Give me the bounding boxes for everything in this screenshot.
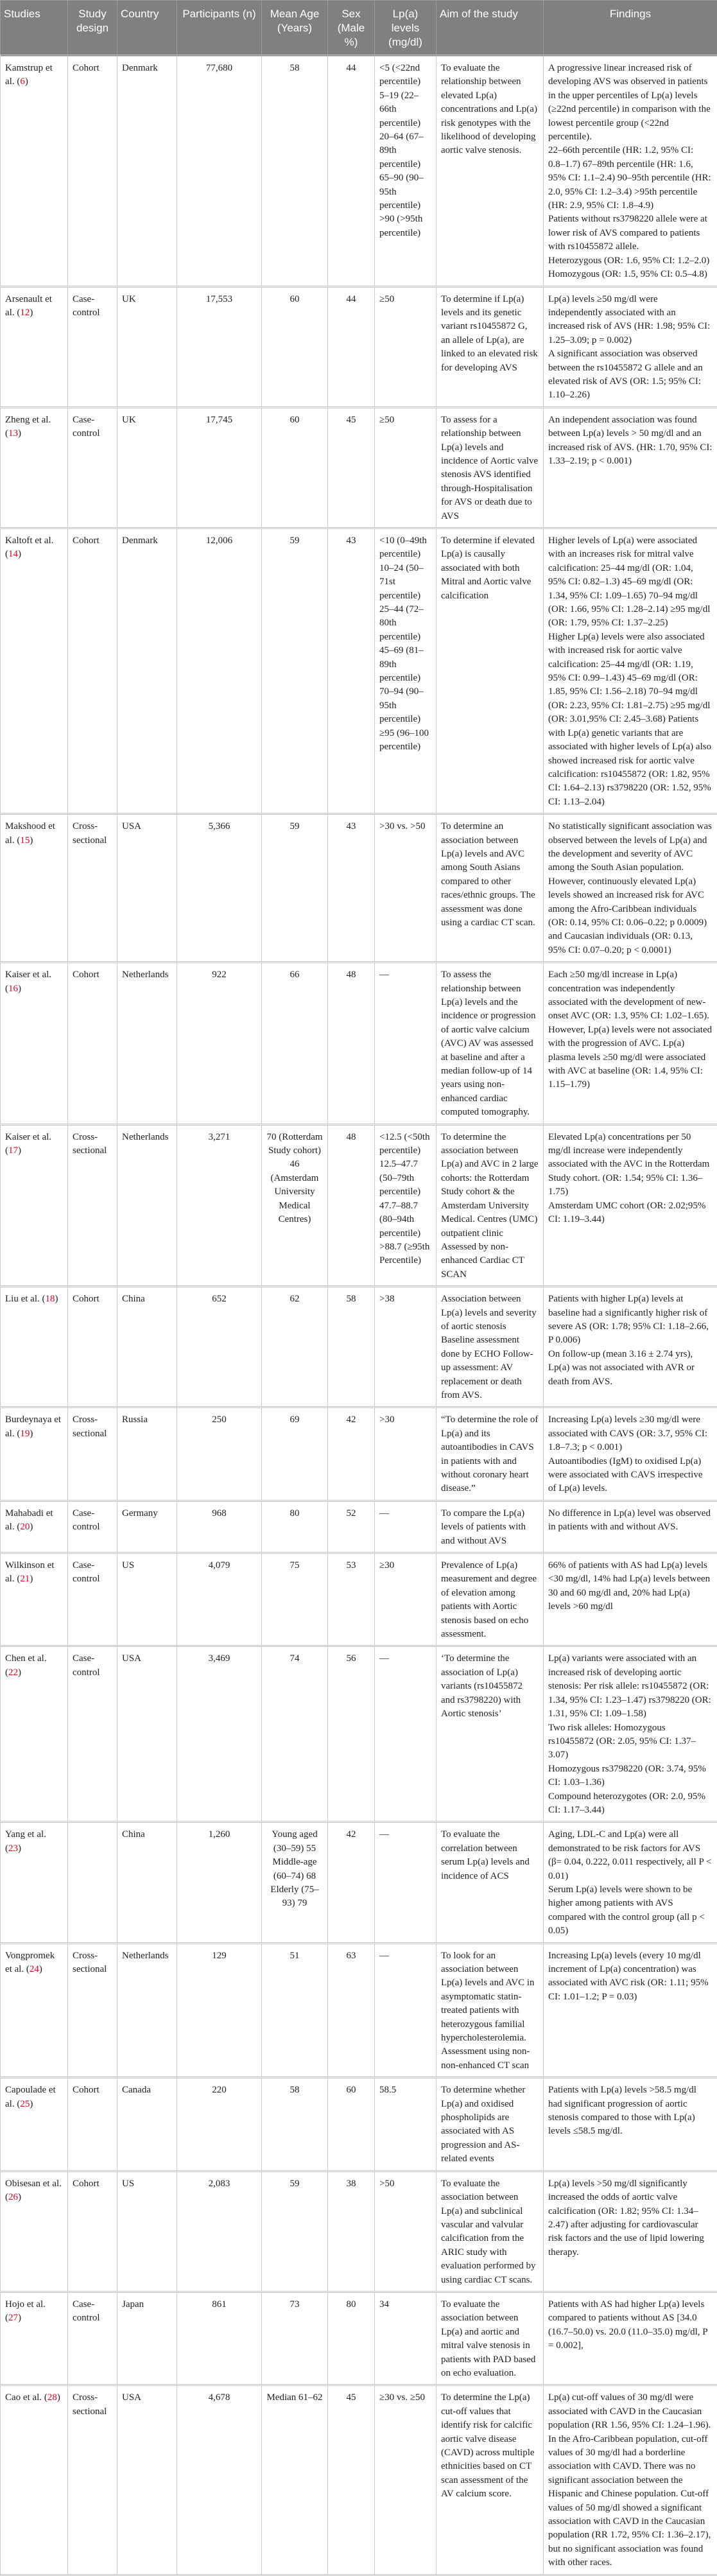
- table-row: [1, 1287, 717, 1407]
- study-design-cell: Cross-sectional: [68, 1124, 117, 1286]
- findings-cell: [544, 814, 717, 962]
- sex-cell: 43: [328, 814, 375, 962]
- aim-paragraph: To evaluate the association between Lp(a) and subclinical vascular and valvular calcification from the ARIC study with evaluation performed by using cardiac CT scans.: [441, 2177, 539, 2287]
- aim-cell: [436, 56, 544, 287]
- aim-cell: [436, 1501, 544, 1553]
- aim-paragraph: ‘To determine the association of Lp(a) variants (rs10455872 and rs3798220) with Aortic stenosis’: [441, 1652, 539, 1721]
- reference-link[interactable]: 26: [8, 2192, 18, 2202]
- study-design-cell: Cohort: [68, 1287, 117, 1407]
- reference-link[interactable]: 22: [8, 1667, 18, 1678]
- reference-link[interactable]: 13: [8, 428, 18, 439]
- sex-cell: 58: [328, 1287, 375, 1407]
- participants-cell: 3,469: [177, 1646, 262, 1822]
- findings-cell: [544, 528, 717, 814]
- mean-age-cell: 69: [262, 1407, 328, 1501]
- study-author: Obisesan et al.: [5, 2179, 62, 2189]
- findings-cell: [544, 1646, 717, 1822]
- findings-paragraph: Serum Lp(a) levels were shown to be higher among patients with AVS compared with the control group (all p < 0.05): [548, 1883, 713, 1938]
- study-design-cell: Case-control: [68, 286, 117, 407]
- study-author: Vongpromek et al.: [5, 1951, 55, 1974]
- aim-cell: [436, 1822, 544, 1943]
- header-mean-age: Mean Age (Years): [262, 1, 328, 56]
- reference-link[interactable]: 19: [20, 1429, 30, 1439]
- participants-cell: 3,271: [177, 1124, 262, 1286]
- aim-paragraph: To compare the Lp(a) levels of patients with and without AVS: [441, 1507, 539, 1548]
- sex-cell: 60: [328, 2078, 375, 2171]
- participants-cell: 1,260: [177, 1822, 262, 1943]
- table-row: [1, 1646, 717, 1822]
- findings-paragraph: Aging, LDL-C and Lp(a) were all demonstrated to be risk factors for AVS (β= 0.04, 0.222, 0.011 respectively, all P < 0.01): [548, 1828, 713, 1883]
- study-design-cell: Cross-sectional: [68, 1407, 117, 1501]
- mean-age-cell: 60: [262, 286, 328, 407]
- study-design-cell: Case-control: [68, 2292, 117, 2385]
- participants-cell: 77,680: [177, 56, 262, 287]
- table-row: [1, 56, 717, 287]
- table-row: [1, 2078, 717, 2171]
- findings-cell: [544, 1943, 717, 2078]
- country-cell: Russia: [117, 1407, 177, 1501]
- findings-paragraph: Lp(a) variants were associated with an increased risk of developing aortic stenosis: Per risk allele: rs10455872 (OR: 1.34, 95% CI: 1.23–1.47) rs3798220 (OR: 1.31, 95% CI: 1.09–1.58): [548, 1652, 713, 1721]
- findings-paragraph: An independent association was found between Lp(a) levels > 50 mg/dl and an increased risk of AVS. (HR: 1.70, 95% CI: 1.33–2.19; p < 0.001): [548, 413, 713, 469]
- participants-cell: 129: [177, 1943, 262, 2078]
- study-cell: Obisesan et al. (26): [1, 2171, 68, 2292]
- lpa-levels-cell: ≥50: [375, 286, 436, 407]
- reference-link[interactable]: 23: [8, 1843, 18, 1854]
- aim-cell: [436, 2171, 544, 2292]
- reference-link[interactable]: 12: [20, 308, 30, 318]
- mean-age-cell: 70 (Rotterdam Study cohort) 46 (Amsterdam University Medical Centres): [262, 1124, 328, 1286]
- header-findings: Findings: [544, 1, 717, 56]
- reference-link[interactable]: 15: [20, 835, 30, 846]
- study-cell: Yang et al. (23): [1, 1822, 68, 1943]
- aim-cell: [436, 2385, 544, 2575]
- sex-cell: 38: [328, 2171, 375, 2292]
- sex-cell: 42: [328, 1822, 375, 1943]
- study-design-cell: Case-control: [68, 1646, 117, 1822]
- sex-cell: 53: [328, 1553, 375, 1646]
- sex-cell: 42: [328, 1407, 375, 1501]
- aim-cell: [436, 1407, 544, 1501]
- reference-link[interactable]: 18: [45, 1294, 55, 1304]
- country-cell: USA: [117, 814, 177, 962]
- aim-paragraph: Baseline assessment done by ECHO Follow-up assessment: AV replacement or death from AVS.: [441, 1334, 539, 1402]
- country-cell: Denmark: [117, 528, 177, 814]
- table-row: [1, 407, 717, 528]
- study-design-cell: Cohort: [68, 2078, 117, 2171]
- study-design-cell: Cohort: [68, 2171, 117, 2292]
- findings-cell: [544, 2171, 717, 2292]
- lpa-levels-cell: >38: [375, 1287, 436, 1407]
- findings-cell: [544, 56, 717, 287]
- findings-paragraph: Patients without rs3798220 allele were at lower risk of AVS compared to patients with rs10455872 allele.: [548, 213, 713, 254]
- header-aim: Aim of the study: [436, 1, 544, 56]
- lpa-levels-cell: <10 (0–49th percentile) 10–24 (50–71st percentile) 25–44 (72–80th percentile) 45–69 (81–89th percentile) 70–94 (90–95th percentile) ≥95 (96–100 percentile): [375, 528, 436, 814]
- study-author: Yang et al.: [5, 1829, 46, 1840]
- study-cell: Kamstrup et al. (6): [1, 56, 68, 287]
- study-author: Capoulade et al.: [5, 2085, 56, 2109]
- findings-cell: [544, 1407, 717, 1501]
- study-cell: Mahabadi et al. (20): [1, 1501, 68, 1553]
- mean-age-cell: 74: [262, 1646, 328, 1822]
- table-row: [1, 2171, 717, 2292]
- participants-cell: 4,079: [177, 1553, 262, 1646]
- mean-age-cell: 62: [262, 1287, 328, 1407]
- aim-cell: [436, 2078, 544, 2171]
- country-cell: USA: [117, 1646, 177, 1822]
- table-row: [1, 1822, 717, 1943]
- country-cell: China: [117, 1822, 177, 1943]
- participants-cell: 968: [177, 1501, 262, 1553]
- reference-link[interactable]: 25: [20, 2099, 30, 2109]
- mean-age-cell: 66: [262, 962, 328, 1124]
- participants-cell: 17,745: [177, 407, 262, 528]
- sex-cell: 48: [328, 1124, 375, 1286]
- findings-paragraph: Lp(a) cut-off values of 30 mg/dl were associated with CAVD in the Caucasian population (RR 1.56, 95% CI: 1.24–1.96). In the Afro-Caribbean population, cut-off values of 30 mg/dl had a borderline association with CAVD. There was no significant association between the Hispanic and Chinese population. Cut-off values of 50 mg/dl showed a significant association with CAVD in the Caucasian population (RR 1.72, 95% CI: 1.36–2.17), but no significant association was found with other races.: [548, 2391, 713, 2570]
- participants-cell: 220: [177, 2078, 262, 2171]
- aim-paragraph: To determine if elevated Lp(a) is causally associated with both Mitral and Aortic valve calcification: [441, 534, 539, 603]
- findings-paragraph: However, continuously elevated Lp(a) levels showed an increased risk for AVC among the Afro-Caribbean individuals (OR: 0.14, 95% CI: 0.06–0.22; p 0.0009) and Caucasian individuals (OR: 0.13, 95% CI: 0.07–0.20; p < 0.0001): [548, 875, 713, 957]
- country-cell: China: [117, 1287, 177, 1407]
- study-author: Makshood et al.: [5, 821, 55, 845]
- findings-paragraph: Patients with AS had higher Lp(a) levels compared to patients without AS [34.0 (16.7–50.0) vs. 20.0 (11.0–35.0) mg/dl, P = 0.002],: [548, 2298, 713, 2353]
- sex-cell: 52: [328, 1501, 375, 1553]
- table-row: [1, 814, 717, 962]
- study-cell: Chen et al. (22): [1, 1646, 68, 1822]
- header-study-design: Study design: [68, 1, 117, 56]
- findings-paragraph: Patients with Lp(a) levels >58.5 mg/dl had significant progression of aortic stenosis compared to those with Lp(a) levels ≤58.5 mg/dl.: [548, 2084, 713, 2139]
- findings-paragraph: 66% of patients with AS had Lp(a) levels <30 mg/dl, 14% had Lp(a) levels between 30 and 60 mg/dl and, 20% had Lp(a) levels >60 mg/dl: [548, 1559, 713, 1614]
- country-cell: UK: [117, 286, 177, 407]
- study-author: Liu et al.: [5, 1294, 40, 1304]
- findings-cell: [544, 407, 717, 528]
- participants-cell: 17,553: [177, 286, 262, 407]
- aim-paragraph: To determine whether Lp(a) and oxidised phospholipids are associated with AS progression and AS-related events: [441, 2084, 539, 2166]
- study-cell: Burdeynaya et al. (19): [1, 1407, 68, 1501]
- lpa-levels-cell: —: [375, 1943, 436, 2078]
- study-author: Kaiser et al.: [5, 1132, 51, 1142]
- reference-link[interactable]: 17: [8, 1145, 18, 1156]
- findings-paragraph: A progressive linear increased risk of developing AVS was observed in patients in the upper percentiles of Lp(a) levels (≥22nd percentile) in comparison with the lowest percentile group (<22nd percentile).: [548, 62, 713, 144]
- lpa-levels-cell: ≥30: [375, 1553, 436, 1646]
- sex-cell: 44: [328, 286, 375, 407]
- participants-cell: 652: [177, 1287, 262, 1407]
- lpa-levels-cell: —: [375, 1646, 436, 1822]
- findings-paragraph: No statistically significant association was observed between the levels of Lp(a) and the development and severity of AVC among the South Asian population.: [548, 820, 713, 875]
- findings-cell: [544, 1553, 717, 1646]
- table-row: [1, 1943, 717, 2078]
- sex-cell: 43: [328, 528, 375, 814]
- reference-link[interactable]: 27: [8, 2313, 18, 2323]
- aim-cell: [436, 1553, 544, 1646]
- findings-paragraph: Higher levels of Lp(a) were associated with an increases risk for mitral valve calcification: 25–44 mg/dl (OR: 1.04, 95% CI: 0.82–1.3) 45–69 mg/dl (OR: 1.34, 95% CI: 1.09–1.65) 70–94 mg/dl (OR: 1.66, 95% CI: 1.28–2.14) ≥95 mg/dl (OR: 1.79, 95% CI: 1.37–2.25): [548, 534, 713, 631]
- participants-cell: 4,678: [177, 2385, 262, 2575]
- findings-paragraph: 22–66th percentile (HR: 1.2, 95% CI: 0.8–1.7) 67–89th percentile (HR: 1.6, 95% CI: 1.1–2.4) 90–95th percentile (HR: 2.0, 95% CI: 1.2–3.4) >95th percentile (HR: 2.9, 95% CI: 1.8–4.9): [548, 144, 713, 213]
- lpa-levels-cell: >30 vs. >50: [375, 814, 436, 962]
- country-cell: Netherlands: [117, 1124, 177, 1286]
- reference-link[interactable]: 14: [8, 549, 18, 559]
- findings-paragraph: Heterozygous (OR: 1.6, 95% CI: 1.2–2.0): [548, 254, 713, 268]
- findings-cell: [544, 1501, 717, 1553]
- country-cell: Netherlands: [117, 1943, 177, 2078]
- findings-paragraph: Increasing Lp(a) levels (every 10 mg/dl increment of Lp(a) concentration) was associated with AVC risk (OR: 1.11; 95% CI: 1.01–1.2; P = 0.03): [548, 1949, 713, 2005]
- lpa-levels-cell: 34: [375, 2292, 436, 2385]
- participants-cell: 2,083: [177, 2171, 262, 2292]
- mean-age-cell: 59: [262, 528, 328, 814]
- aim-cell: [436, 1287, 544, 1407]
- reference-link[interactable]: 20: [20, 1522, 30, 1532]
- aim-paragraph: “To determine the role of Lp(a) and its autoantibodies in CAVS in patients with and without coronary heart disease.”: [441, 1413, 539, 1495]
- findings-cell: [544, 1124, 717, 1286]
- header-row: [1, 1, 717, 56]
- mean-age-cell: 60: [262, 407, 328, 528]
- study-cell: Kaiser et al. (16): [1, 962, 68, 1124]
- sex-cell: 45: [328, 407, 375, 528]
- lpa-levels-cell: >30: [375, 1407, 436, 1501]
- mean-age-cell: 75: [262, 1553, 328, 1646]
- lpa-levels-cell: >50: [375, 2171, 436, 2292]
- aim-cell: [436, 962, 544, 1124]
- findings-paragraph: On follow-up (mean 3.16 ± 2.74 yrs), Lp(a) was not associated with AVR or death from AVS.: [548, 1348, 713, 1389]
- findings-paragraph: Amsterdam UMC cohort (OR: 2.02;95% CI: 1.19–3.44): [548, 1199, 713, 1227]
- aim-cell: [436, 1124, 544, 1286]
- participants-cell: 250: [177, 1407, 262, 1501]
- study-cell: Kaiser et al. (17): [1, 1124, 68, 1286]
- lpa-levels-cell: —: [375, 1501, 436, 1553]
- reference-link[interactable]: 6: [20, 76, 25, 87]
- study-author: Chen et al.: [5, 1653, 47, 1664]
- mean-age-cell: 73: [262, 2292, 328, 2385]
- study-cell: Makshood et al. (15): [1, 814, 68, 962]
- header-studies: Studies: [1, 1, 68, 56]
- country-cell: Denmark: [117, 56, 177, 287]
- study-author: Zheng et al.: [5, 415, 51, 425]
- mean-age-cell: 59: [262, 814, 328, 962]
- table-row: [1, 2292, 717, 2385]
- table-row: [1, 1407, 717, 1501]
- aim-paragraph: To assess for a relationship between Lp(a) levels and incidence of Aortic valve stenosis AVS identified through-Hospitalisation for AVS or death due to AVS: [441, 413, 539, 523]
- lpa-levels-cell: ≥50: [375, 407, 436, 528]
- aim-cell: [436, 528, 544, 814]
- findings-paragraph: Homozygous (OR: 1.5, 95% CI: 0.5–4.8): [548, 268, 713, 281]
- findings-paragraph: Lp(a) levels ≥50 mg/dl were independently associated with an increased risk of AVS (HR: 1.98; 95% CI: 1.25–3.09; p = 0.002): [548, 293, 713, 348]
- findings-cell: [544, 1822, 717, 1943]
- country-cell: Japan: [117, 2292, 177, 2385]
- study-author: Wilkinson et al.: [5, 1560, 54, 1584]
- aim-cell: [436, 814, 544, 962]
- study-cell: Wilkinson et al. (21): [1, 1553, 68, 1646]
- findings-paragraph: Autoantibodies (IgM) to oxidised Lp(a) were associated with CAVS irrespective of Lp(a) levels.: [548, 1455, 713, 1496]
- sex-cell: 44: [328, 56, 375, 287]
- table-row: [1, 1124, 717, 1286]
- study-design-cell: Cohort: [68, 56, 117, 287]
- study-cell: Kaltoft et al. (14): [1, 528, 68, 814]
- study-author: Burdeynaya et al.: [5, 1414, 61, 1438]
- study-design-cell: Cross-sectional: [68, 1943, 117, 2078]
- study-design-cell: Cohort: [68, 962, 117, 1124]
- findings-paragraph: Each ≥50 mg/dl increase in Lp(a) concentration was independently associated with the development of new-onset AVC (OR: 1.3, 95% CI: 1.02–1.65). However, Lp(a) levels were not associated with the progression of AVC. Lp(a) plasma levels ≥50 mg/dl were associated with AVC at baseline (OR: 1.4, 95% CI: 1.15–1.79): [548, 968, 713, 1092]
- aim-paragraph: Association between Lp(a) levels and severity of aortic stenosis: [441, 1292, 539, 1334]
- lpa-levels-cell: <12.5 (<50th percentile) 12.5–47.7 (50–79th percentile) 47.7–88.7 (80–94th percentile) >88.7 (≥95th Percentile): [375, 1124, 436, 1286]
- header-country: Country: [117, 1, 177, 56]
- reference-link[interactable]: 21: [20, 1574, 30, 1584]
- lpa-levels-cell: —: [375, 962, 436, 1124]
- country-cell: UK: [117, 407, 177, 528]
- reference-link[interactable]: 28: [48, 2392, 57, 2403]
- findings-paragraph: Homozygous rs3798220 (OR: 3.74, 95% CI: 1.03–1.36): [548, 1762, 713, 1790]
- aim-paragraph: To evaluate the association between Lp(a) and aortic and mitral valve stenosis in patients with PAD based on echo evaluation.: [441, 2298, 539, 2380]
- mean-age-cell: Median 61–62: [262, 2385, 328, 2575]
- participants-cell: 922: [177, 962, 262, 1124]
- study-design-cell: Case-control: [68, 407, 117, 528]
- header-lpa-levels: Lp(a) levels (mg/dl): [375, 1, 436, 56]
- findings-cell: [544, 2385, 717, 2575]
- country-cell: US: [117, 1553, 177, 1646]
- aim-paragraph: Prevalence of Lp(a) measurement and degree of elevation among patients with Aortic stenosis based on echo assessment.: [441, 1559, 539, 1641]
- country-cell: Germany: [117, 1501, 177, 1553]
- study-cell: Hojo et al. (27): [1, 2292, 68, 2385]
- study-design-cell: Case-control: [68, 1501, 117, 1553]
- study-author: Kaiser et al.: [5, 970, 51, 980]
- aim-paragraph: To assess the relationship between Lp(a) levels and the incidence or progression of aortic valve calcium (AVC) AV was assessed at baseline and after a median follow-up of 14 years using non-enhanced cardiac computed tomography.: [441, 968, 539, 1119]
- sex-cell: 80: [328, 2292, 375, 2385]
- sex-cell: 45: [328, 2385, 375, 2575]
- table-row: [1, 2385, 717, 2575]
- study-author: Mahabadi et al.: [5, 1508, 53, 1532]
- lpa-levels-cell: —: [375, 1822, 436, 1943]
- findings-paragraph: Increasing Lp(a) levels ≥30 mg/dl were associated with CAVS (OR: 3.7, 95% CI: 1.8–7.3; p < 0.001): [548, 1413, 713, 1454]
- country-cell: Netherlands: [117, 962, 177, 1124]
- aim-cell: [436, 286, 544, 407]
- study-design-cell: Cross-sectional: [68, 814, 117, 962]
- aim-paragraph: To determine the Lp(a) cut-off values that identify risk for calcific aortic valve disease (CAVD) across multiple ethnicities based on CT scan assessment of the AV calcium score.: [441, 2391, 539, 2501]
- study-cell: Vongpromek et al. (24): [1, 1943, 68, 2078]
- lpa-levels-cell: ≥30 vs. ≥50: [375, 2385, 436, 2575]
- findings-paragraph: No difference in Lp(a) level was observed in patients with and without AVS.: [548, 1507, 713, 1535]
- table-row: [1, 1501, 717, 1553]
- study-cell: Arsenault et al. (12): [1, 286, 68, 407]
- table-header: [1, 1, 717, 56]
- aim-cell: [436, 1646, 544, 1822]
- findings-cell: [544, 962, 717, 1124]
- study-cell: Zheng et al. (13): [1, 407, 68, 528]
- table-row: [1, 528, 717, 814]
- study-design-cell: Cross-sectional: [68, 2385, 117, 2575]
- header-participants: Participants (n): [177, 1, 262, 56]
- aim-paragraph: Assessed by non-enhanced Cardiac CT SCAN: [441, 1240, 539, 1282]
- aim-paragraph: To evaluate the relationship between elevated Lp(a) concentrations and Lp(a) risk genotypes with the likelihood of developing aortic valve stenosis.: [441, 62, 539, 158]
- study-design-cell: [68, 1822, 117, 1943]
- findings-paragraph: A significant association was observed between the rs10455872 G allele and an elevated risk of AVS (OR: 1.5; 95% CI: 1.10–2.26): [548, 347, 713, 403]
- aim-cell: [436, 1943, 544, 2078]
- country-cell: USA: [117, 2385, 177, 2575]
- participants-cell: 5,366: [177, 814, 262, 962]
- aim-cell: [436, 2292, 544, 2385]
- study-author: Kamstrup et al.: [5, 63, 53, 87]
- reference-link[interactable]: 24: [30, 1964, 39, 1974]
- table-row: [1, 286, 717, 407]
- sex-cell: 56: [328, 1646, 375, 1822]
- table-row: [1, 1553, 717, 1646]
- mean-age-cell: 80: [262, 1501, 328, 1553]
- study-author: Kaltoft et al.: [5, 535, 53, 546]
- mean-age-cell: 58: [262, 56, 328, 287]
- study-author: Cao et al.: [5, 2392, 42, 2403]
- study-cell: Cao et al. (28): [1, 2385, 68, 2575]
- findings-cell: [544, 2078, 717, 2171]
- table-row: [1, 962, 717, 1124]
- mean-age-cell: 59: [262, 2171, 328, 2292]
- findings-paragraph: Two risk alleles: Homozygous rs10455872 (OR: 2.05, 95% CI: 1.37–3.07): [548, 1721, 713, 1762]
- findings-paragraph: Patients with higher Lp(a) levels at baseline had a significantly higher risk of severe AS (OR: 1.78; 95% CI: 1.18–2.66, P 0.006): [548, 1292, 713, 1348]
- aim-paragraph: To determine the association between Lp(a) and AVC in 2 large cohorts: the Rotterdam Study cohort & the Amsterdam University Medical. Centres (UMC) outpatient clinic: [441, 1131, 539, 1240]
- sex-cell: 63: [328, 1943, 375, 2078]
- sex-cell: 48: [328, 962, 375, 1124]
- aim-paragraph: To look for an association between Lp(a) levels and AVC in asymptomatic statin-treated patients with heterozygous familial hypercholesterolemia. Assessment using non-non-enhanced CT scan: [441, 1949, 539, 2073]
- header-sex: Sex (Male %): [328, 1, 375, 56]
- participants-cell: 12,006: [177, 528, 262, 814]
- country-cell: US: [117, 2171, 177, 2292]
- aim-paragraph: To determine an association between Lp(a) levels and AVC among South Asians compared to other races/ethnic groups. The assessment was done using a cardiac CT scan.: [441, 820, 539, 930]
- aim-paragraph: To determine if Lp(a) levels and its genetic variant rs10455872 G, an allele of Lp(a), are linked to an elevated risk for developing AVS: [441, 293, 539, 375]
- study-author: Hojo et al.: [5, 2299, 46, 2310]
- findings-paragraph: Elevated Lp(a) concentrations per 50 mg/dl increase were independently associated with the AVC in the Rotterdam Study cohort. (OR: 1.54; 95% CI: 1.36–1.75): [548, 1131, 713, 1199]
- participants-cell: 861: [177, 2292, 262, 2385]
- reference-link[interactable]: 16: [8, 984, 18, 994]
- study-design-cell: Case-control: [68, 1553, 117, 1646]
- mean-age-cell: Young aged (30–59) 55 Middle-age (60–74) 68 Elderly (75–93) 79: [262, 1822, 328, 1943]
- aim-cell: [436, 407, 544, 528]
- findings-paragraph: Compound heterozygotes (OR: 2.0, 95% CI: 1.17–3.44): [548, 1790, 713, 1818]
- findings-cell: [544, 1287, 717, 1407]
- table-body: [1, 56, 717, 2575]
- findings-paragraph: Higher Lp(a) levels were also associated with increased risk for aortic valve calcification: 25–44 mg/dl (OR: 1.19, 95% CI: 0.99–1.43) 45–69 mg/dl (OR: 1.85, 95% CI: 1.56–2.18) 70–94 mg/dl (OR: 2.23, 95% CI: 1.81–2.75) ≥95 mg/dl (OR: 3.01,95% CI: 2.45–3.68) Patients with Lp(a) genetic variants that are associated with higher levels of Lp(a) also showed increased risk for aortic valve calcification: rs10455872 (OR: 1.82, 95% CI: 1.64–2.13) rs3798220 (OR: 1.52, 95% CI: 1.13–2.04): [548, 631, 713, 809]
- study-cell: Capoulade et al. (25): [1, 2078, 68, 2171]
- findings-cell: [544, 2292, 717, 2385]
- study-design-cell: Cohort: [68, 528, 117, 814]
- lpa-levels-cell: <5 (<22nd percentile) 5–19 (22–66th percentile) 20–64 (67–89th percentile) 65–90 (90–95th percentile) >90 (>95th percentile): [375, 56, 436, 287]
- country-cell: Canada: [117, 2078, 177, 2171]
- study-cell: Liu et al. (18): [1, 1287, 68, 1407]
- mean-age-cell: 58: [262, 2078, 328, 2171]
- study-author: Arsenault et al.: [5, 294, 52, 318]
- aim-paragraph: To evaluate the correlation between serum Lp(a) levels and incidence of ACS: [441, 1828, 539, 1883]
- findings-cell: [544, 286, 717, 407]
- findings-paragraph: Lp(a) levels >50 mg/dl significantly increased the odds of aortic valve calcification (OR: 1.82; 95% CI: 1.34–2.47) after adjusting for cardiovascular risk factors and the use of lipid lowering therapy.: [548, 2177, 713, 2259]
- mean-age-cell: 51: [262, 1943, 328, 2078]
- lpa-levels-cell: 58.5: [375, 2078, 436, 2171]
